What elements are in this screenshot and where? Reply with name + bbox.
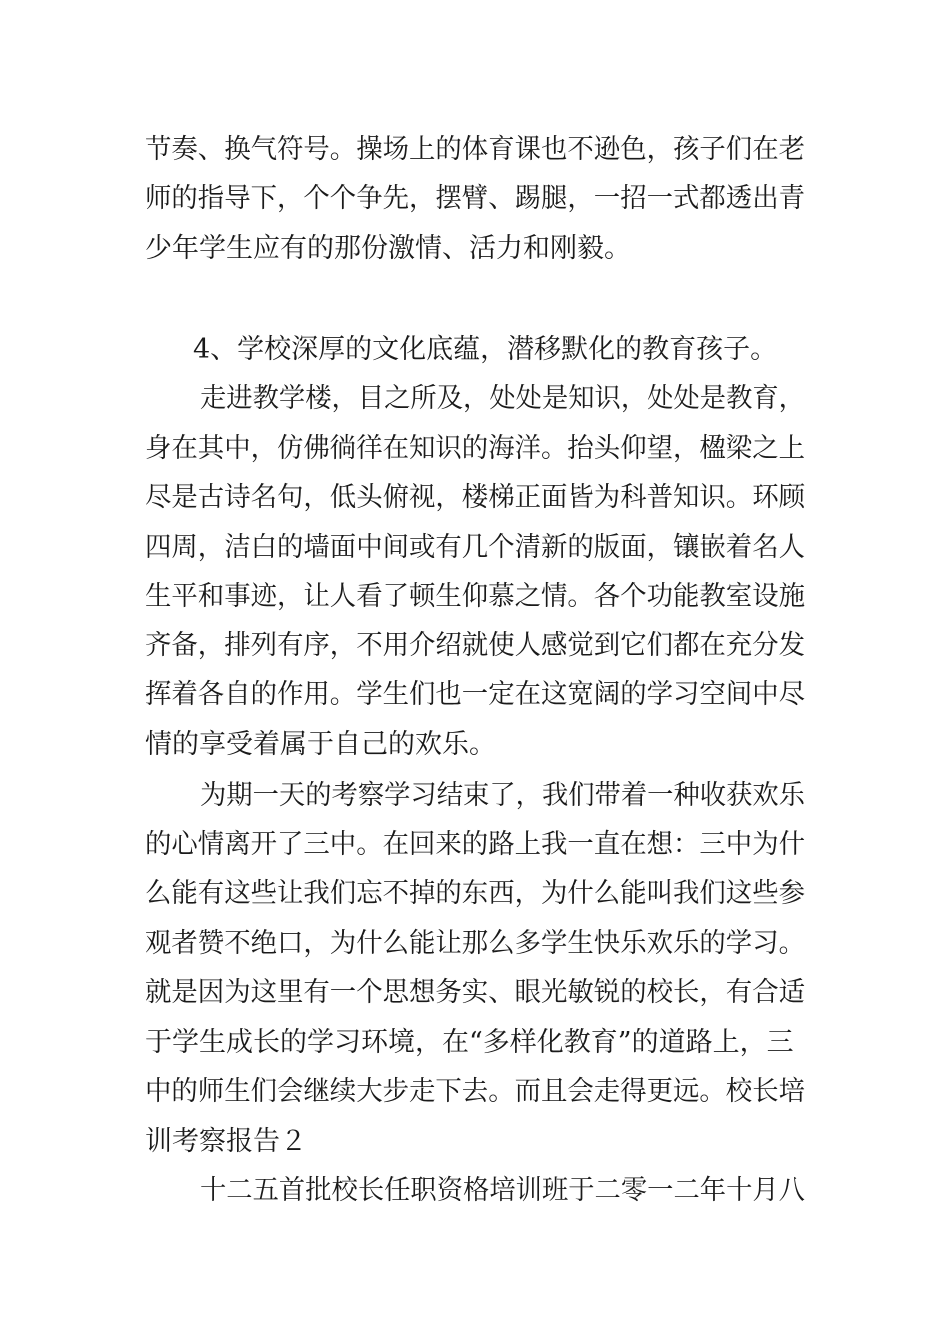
- text-line: 师的指导下，个个争先，摆臂、踢腿，一招一式都透出青: [145, 183, 806, 214]
- section-heading: 4、学校深厚的文化底蕴，潜移默化的教育孩子。: [193, 334, 778, 365]
- text-line: 中的师生们会继续大步走下去。而且会走得更远。校长培: [145, 1076, 806, 1107]
- paragraph-first-line: 走进教学楼，目之所及，处处是知识，处处是教育，: [200, 383, 805, 414]
- text-line: 挥着各自的作用。学生们也一定在这宽阔的学习空间中尽: [145, 679, 806, 710]
- text-line: 四周，洁白的墙面中间或有几个清新的版面，镶嵌着名人: [145, 532, 806, 563]
- text-line: 少年学生应有的那份激情、活力和刚毅。: [145, 233, 631, 264]
- text-line: 生平和事迹，让人看了顿生仰慕之情。各个功能教室设施: [145, 581, 806, 612]
- text-line: 于学生成长的学习环境，在“多样化教育”的道路上，三: [145, 1027, 794, 1058]
- text-line: 么能有这些让我们忘不掉的东西，为什么能叫我们这些参: [145, 878, 806, 909]
- text-line: 的心情离开了三中。在回来的路上我一直在想：三中为什: [145, 829, 806, 860]
- text-line: 训考察报告２: [145, 1126, 307, 1157]
- text-line: 就是因为这里有一个思想务实、眼光敏锐的校长，有合适: [145, 977, 806, 1008]
- text-line: 情的享受着属于自己的欢乐。: [145, 729, 496, 760]
- text-line: 身在其中，仿佛徜徉在知识的海洋。抬头仰望，楹梁之上: [145, 433, 806, 464]
- paragraph-first-line: 十二五首批校长任职资格培训班于二零一二年十月八: [200, 1175, 805, 1206]
- text-line: 齐备，排列有序，不用介绍就使人感觉到它们都在充分发: [145, 630, 806, 661]
- paragraph-first-line: 为期一天的考察学习结束了，我们带着一种收获欢乐: [200, 780, 805, 811]
- text-line: 尽是古诗名句，低头俯视，楼梯正面皆为科普知识。环顾: [145, 482, 806, 513]
- text-line: 节奏、换气符号。操场上的体育课也不逊色，孩子们在老: [145, 134, 806, 165]
- text-line: 观者赞不绝口，为什么能让那么多学生快乐欢乐的学习。: [145, 928, 806, 959]
